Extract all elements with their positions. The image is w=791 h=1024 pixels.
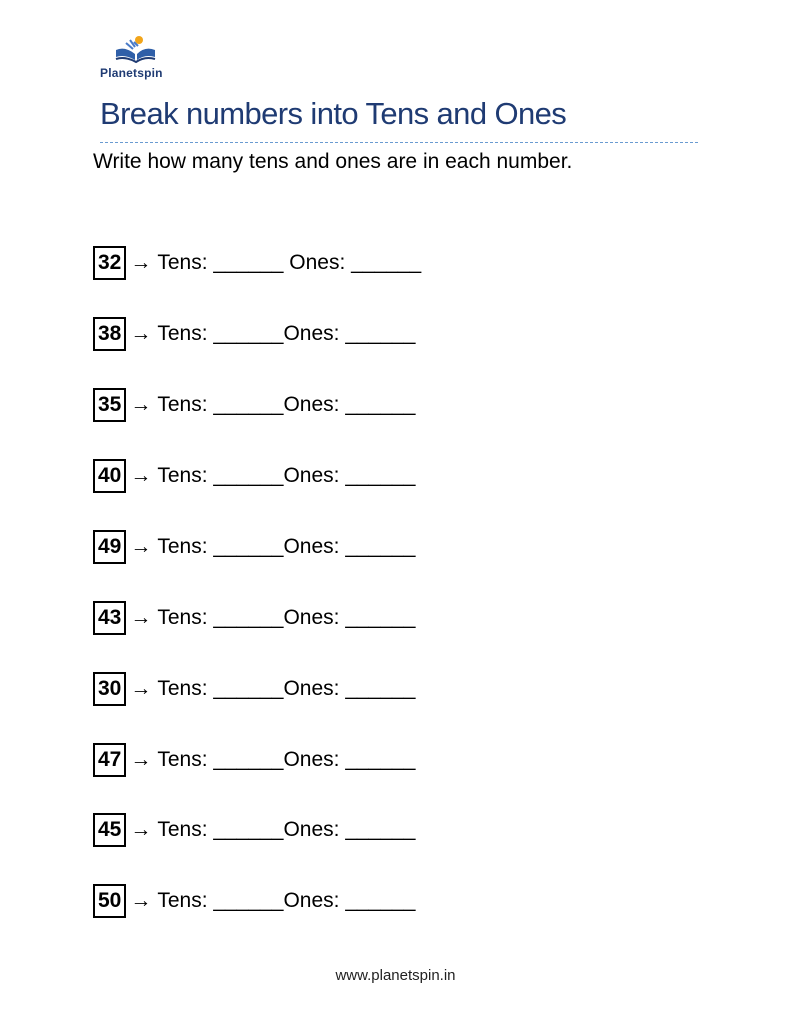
arrow-icon: → [130, 748, 152, 771]
arrow-icon: → [130, 393, 152, 416]
tens-ones-blanks[interactable]: Tens: ______Ones: ______ [157, 818, 416, 841]
title-divider [100, 142, 698, 143]
exercise-row [93, 387, 415, 423]
arrow-icon: → [130, 251, 152, 274]
tens-ones-blanks[interactable]: Tens: ______Ones: ______ [157, 535, 416, 558]
number-box: 49 [93, 530, 126, 564]
arrow-icon: → [130, 818, 152, 841]
arrow-icon: → [130, 535, 152, 558]
number-box: 32 [93, 246, 126, 280]
tens-ones-blanks[interactable]: Tens: ______ Ones: ______ [157, 251, 422, 274]
planetspin-logo [100, 34, 170, 84]
arrow-icon: → [130, 464, 152, 487]
tens-ones-blanks[interactable]: Tens: ______Ones: ______ [157, 748, 416, 771]
exercise-row [93, 883, 415, 919]
brand-name: Planetspin [100, 66, 163, 80]
arrow-icon: → [130, 606, 152, 629]
number-box: 45 [93, 813, 126, 847]
arrow-icon: → [130, 889, 152, 912]
instruction-text: Write how many tens and ones are in each number. [93, 150, 573, 173]
number-box: 40 [93, 459, 126, 493]
number-box: 43 [93, 601, 126, 635]
exercise-row [93, 458, 415, 494]
number-box: 47 [93, 743, 126, 777]
tens-ones-blanks[interactable]: Tens: ______Ones: ______ [157, 889, 416, 912]
exercise-row [93, 316, 415, 352]
tens-ones-blanks[interactable]: Tens: ______Ones: ______ [157, 464, 416, 487]
exercise-row [93, 529, 415, 565]
footer-url: www.planetspin.in [335, 967, 456, 984]
tens-ones-blanks[interactable]: Tens: ______Ones: ______ [157, 677, 416, 700]
exercise-row [93, 812, 415, 848]
number-box: 50 [93, 884, 126, 918]
number-box: 30 [93, 672, 126, 706]
tens-ones-blanks[interactable]: Tens: ______Ones: ______ [157, 393, 416, 416]
number-box: 35 [93, 388, 126, 422]
open-book-icon [114, 34, 158, 66]
exercise-row [93, 742, 415, 778]
tens-ones-blanks[interactable]: Tens: ______Ones: ______ [157, 606, 416, 629]
number-box: 38 [93, 317, 126, 351]
tens-ones-blanks[interactable]: Tens: ______Ones: ______ [157, 322, 416, 345]
arrow-icon: → [130, 677, 152, 700]
exercise-row [93, 671, 415, 707]
page-title: Break numbers into Tens and Ones [100, 96, 567, 131]
arrow-icon: → [130, 322, 152, 345]
exercise-row [93, 245, 421, 281]
exercise-row [93, 600, 415, 636]
